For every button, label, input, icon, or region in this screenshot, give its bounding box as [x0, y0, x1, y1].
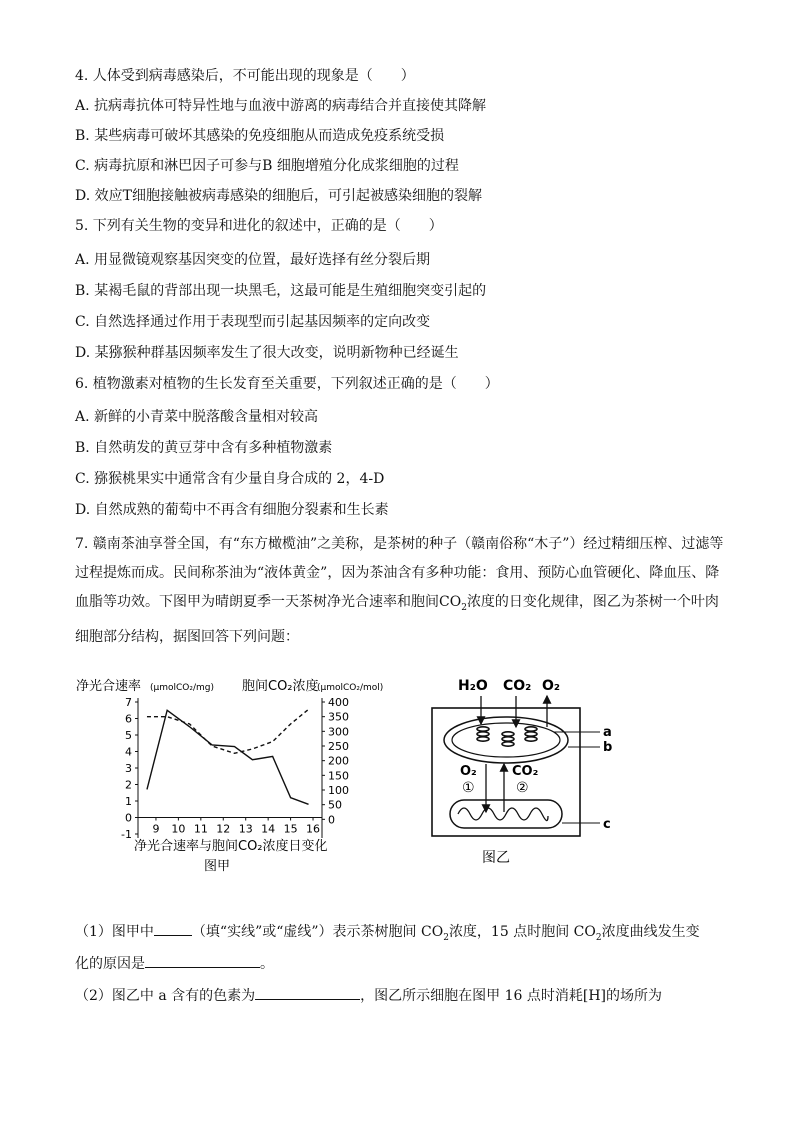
q5-option-d: D. 某猕猴种群基因频率发生了很大改变，说明新物种已经诞生	[75, 345, 459, 361]
y-left-tick-label: 4	[125, 745, 132, 759]
chart-caption: 图甲	[204, 859, 231, 874]
label-co2-top: CO₂	[503, 678, 532, 694]
label-co2-inner: CO₂	[512, 764, 539, 779]
y-left-tick-label: 7	[125, 696, 132, 709]
sub1-pre: （1）图甲中	[75, 924, 154, 940]
figure-yi	[420, 672, 620, 872]
x-tick-label: 10	[171, 822, 186, 836]
y-left-tick-label: 5	[125, 729, 132, 742]
y-right-axis-unit: (μmolCO₂/mol)	[317, 683, 384, 693]
label-a: a	[603, 725, 612, 740]
sub-question-1-line2	[75, 953, 274, 973]
y-left-tick-label: 3	[125, 762, 132, 775]
x-tick-label: 9	[152, 822, 160, 836]
cristae-icon	[458, 808, 548, 821]
x-tick-label: 16	[306, 822, 321, 836]
y-left-tick-label: 0	[125, 811, 132, 825]
sub2-post: ，图乙所示细胞在图甲 16 点时消耗[H]的场所为	[360, 988, 663, 1004]
q4-option-b: B. 某些病毒可破坏其感染的免疫细胞从而造成免疫系统受损	[75, 128, 445, 144]
q5-option-b: B. 某褐毛鼠的背部出现一块黑毛，这最可能是生殖细胞突变引起的	[75, 283, 487, 299]
chart-net-photosynthesis-co2	[70, 672, 384, 882]
q6-option-d: D. 自然成熟的葡萄中不再含有细胞分裂素和生长素	[75, 502, 389, 518]
sub1-sub: 2	[443, 932, 449, 943]
sub2-pre: （2）图乙中 a 含有的色素为	[75, 988, 256, 1004]
y-right-tick-label: 250	[328, 740, 349, 753]
figure-jia	[70, 672, 384, 882]
label-o2-top: O₂	[542, 678, 561, 694]
answer-blank-3[interactable]	[255, 985, 360, 1000]
y-left-tick-label: 2	[125, 778, 132, 792]
y-right-tick-label: 0	[328, 813, 335, 827]
q7-paragraph	[75, 530, 725, 652]
label-o2-inner: O₂	[460, 764, 477, 779]
grana-icon	[477, 727, 537, 746]
y-right-tick-label: 350	[328, 710, 349, 724]
q7-co2: CO	[439, 594, 462, 610]
y-left-tick-label: -1	[121, 828, 132, 841]
q6-stem: 6. 植物激素对植物的生长发育至关重要，下列叙述正确的是（ ）	[75, 376, 499, 392]
sub-question-2	[75, 985, 662, 1005]
y-right-tick-label: 200	[328, 754, 349, 768]
answer-blank-2[interactable]	[145, 953, 260, 968]
sub1-line2: 化的原因是	[75, 956, 145, 972]
cell-diagram	[420, 672, 620, 872]
label-circled-1: ①	[462, 780, 475, 796]
y-right-tick-label: 400	[328, 696, 349, 709]
sub1-sub-b: 2	[595, 932, 602, 943]
q5-option-a: A. 用显微镜观察基因突变的位置，最好选择有丝分裂后期	[75, 252, 431, 268]
sub1-post2: 浓度曲线发生变	[601, 924, 700, 940]
sub1-mid: （填“实线”或“虚线”）表示茶树胞间 CO	[191, 924, 444, 940]
label-c: c	[603, 817, 611, 832]
q4-option-d: D. 效应T细胞接触被病毒感染的细胞后，可引起被感染细胞的裂解	[75, 188, 482, 204]
y-left-tick-label: 1	[125, 795, 132, 808]
x-tick-label: 11	[193, 822, 208, 836]
y-left-tick-label: 6	[125, 712, 132, 726]
y-right-tick-label: 50	[328, 798, 342, 812]
x-tick-label: 15	[283, 822, 298, 836]
chloroplast-outer	[444, 717, 568, 763]
y-right-tick-label: 300	[328, 725, 349, 739]
y-right-tick-label: 100	[328, 784, 349, 797]
sub1-post: 浓度，15 点时胞间 CO	[448, 924, 596, 940]
label-circled-2: ②	[516, 780, 529, 796]
q7-co2-sub: 2	[461, 602, 467, 613]
y-left-axis-unit: (μmolCO₂/mg)	[150, 683, 215, 693]
series-line-solid	[147, 710, 309, 804]
q4-stem: 4. 人体受到病毒感染后，不可能出现的现象是（ ）	[75, 68, 415, 84]
x-tick-label: 12	[216, 822, 231, 836]
sub-question-1	[75, 921, 700, 947]
q6-option-b: B. 自然萌发的黄豆芽中含有多种植物激素	[75, 440, 333, 456]
q6-option-c: C. 猕猴桃果实中通常含有少量自身合成的 2，4-D	[75, 471, 385, 487]
x-tick-label: 14	[261, 822, 276, 836]
q4-option-a: A. 抗病毒抗体可特异性地与血液中游离的病毒结合并直接使其降解	[75, 98, 487, 114]
label-b: b	[603, 740, 613, 755]
sub1-end: 。	[260, 956, 274, 972]
q7-text-1: 7. 赣南茶油享誉全国，有“东方橄榄油”之美称，是茶树的种子（赣南俗称“木子”）经过精细压榨、过滤等过程提炼而成。民间称茶油为“液体黄金”，因为茶油含有多种功能：食用、预防心血管硬化、降血压、降血脂等功效。下图甲为晴朗夏季一天茶树净光合速率和胞间	[75, 536, 724, 610]
q5-stem: 5. 下列有关生物的变异和进化的叙述中，正确的是（ ）	[75, 218, 443, 234]
y-left-axis-label: 净光合速率	[76, 679, 142, 694]
chloroplast-inner	[452, 723, 560, 757]
y-right-tick-label: 150	[328, 769, 349, 783]
q6-option-a: A. 新鲜的小青菜中脱落酸含量相对较高	[75, 409, 319, 425]
q7-text-2: 浓度的日变化规律，图乙为茶树一个叶肉细胞部分结构，据图回答下列问题：	[75, 594, 719, 645]
figure-yi-caption: 图乙	[482, 850, 510, 866]
label-h2o: H₂O	[458, 678, 488, 694]
chart-title: 净光合速率与胞间CO₂浓度日变化	[134, 839, 328, 854]
x-tick-label: 13	[238, 822, 253, 836]
q5-option-c: C. 自然选择通过作用于表现型而引起基因频率的定向改变	[75, 314, 431, 330]
y-right-axis-label: 胞间CO₂浓度	[242, 679, 319, 694]
q4-option-c: C. 病毒抗原和淋巴因子可参与B 细胞增殖分化成浆细胞的过程	[75, 158, 459, 174]
answer-blank-1[interactable]	[154, 921, 192, 936]
